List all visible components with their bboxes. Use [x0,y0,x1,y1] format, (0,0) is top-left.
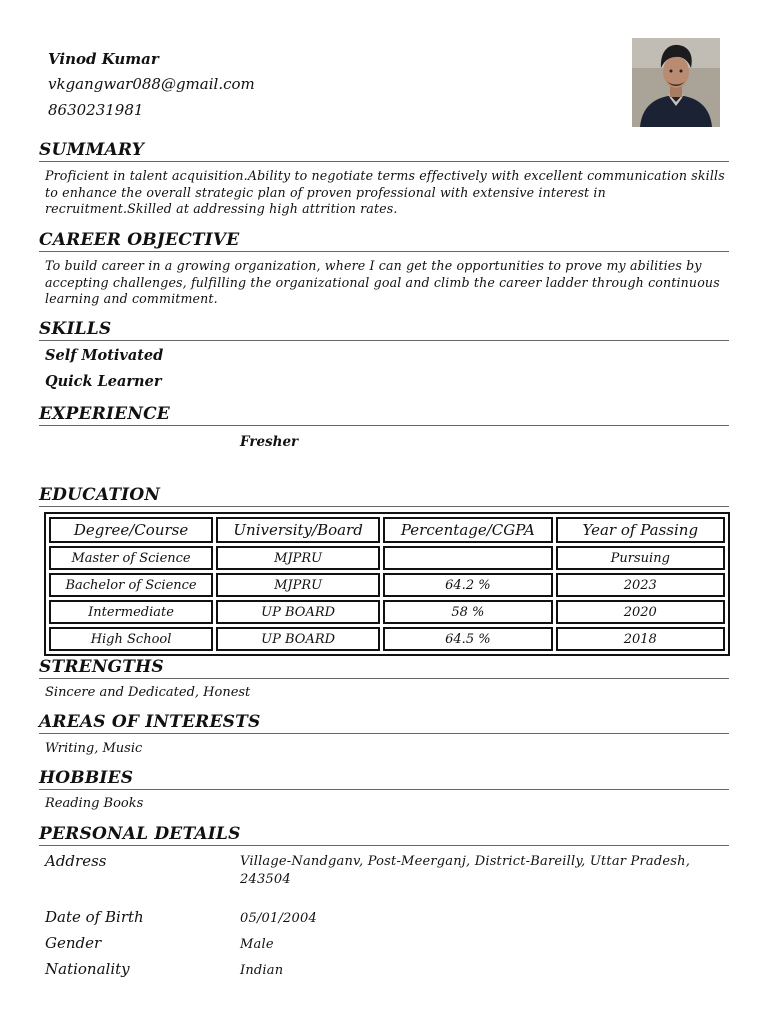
table-cell: 64.2 % [383,573,552,597]
address-label: Address [45,852,107,870]
column-header-university: University/Board [216,517,380,543]
table-cell: Intermediate [49,600,213,624]
table-row [49,627,725,651]
table-cell: 2023 [556,573,725,597]
column-header-degree: Degree/Course [49,517,213,543]
hobbies-text: Reading Books [45,796,144,811]
career-objective-text: To build career in a growing organization, where I can get the opportunities to prove my abilities by accepting challenges, fulfilling the organizational goal and climb the career ladder through continuous learning and commitment. [45,258,720,307]
education-table [44,512,730,656]
experience-heading: EXPERIENCE [39,404,729,426]
profile-photo [632,38,720,127]
dob-value: 05/01/2004 [240,911,317,926]
skill-item: Quick Learner [45,373,162,390]
strengths-text: Sincere and Dedicated, Honest [45,685,251,700]
interests-heading: AREAS OF INTERESTS [39,712,729,734]
dob-label: Date of Birth [45,908,144,926]
table-cell: 2018 [556,627,725,651]
table-cell: 58 % [383,600,552,624]
table-cell: UP BOARD [216,627,380,651]
table-cell: MJPRU [216,573,380,597]
table-row [49,573,725,597]
gender-label: Gender [45,934,102,952]
table-cell: High School [49,627,213,651]
address-value: Village-Nandganv, Post-Meerganj, District-Bareilly, Uttar Pradesh, 243504 [240,854,691,887]
interests-text: Writing, Music [45,741,143,756]
personal-details-heading: PERSONAL DETAILS [39,824,729,846]
nationality-label: Nationality [45,960,130,978]
email-address[interactable]: vkgangwar088@gmail.com [48,75,255,93]
summary-text: Proficient in talent acquisition.Ability to negotiate terms effectively with excellent communication skills to enhance the overall strategic plan of proven professional with extensive interest in recruitment.Skilled at addressing high attrition rates. [45,168,725,217]
table-cell: Pursuing [556,546,725,570]
column-header-percentage: Percentage/CGPA [383,517,552,543]
column-header-year: Year of Passing [556,517,725,543]
skills-heading: SKILLS [39,319,729,341]
strengths-heading: STRENGTHS [39,657,729,679]
education-heading: EDUCATION [39,485,729,507]
career-objective-heading: CAREER OBJECTIVE [39,230,729,252]
nationality-value: Indian [240,963,284,978]
table-row [49,600,725,624]
phone-number: 8630231981 [48,101,144,119]
table-cell: 2020 [556,600,725,624]
skill-item: Self Motivated [45,347,164,364]
gender-value: Male [240,937,274,952]
table-cell: Bachelor of Science [49,573,213,597]
experience-text: Fresher [240,434,299,450]
table-row [49,546,725,570]
education-table-header-row [49,517,725,543]
table-cell: 64.5 % [383,627,552,651]
table-cell: MJPRU [216,546,380,570]
hobbies-heading: HOBBIES [39,768,729,790]
table-cell [383,546,552,570]
person-photo-icon [632,38,720,127]
table-cell: UP BOARD [216,600,380,624]
summary-heading: SUMMARY [39,140,729,162]
table-cell: Master of Science [49,546,213,570]
candidate-name: Vinod Kumar [48,50,159,68]
